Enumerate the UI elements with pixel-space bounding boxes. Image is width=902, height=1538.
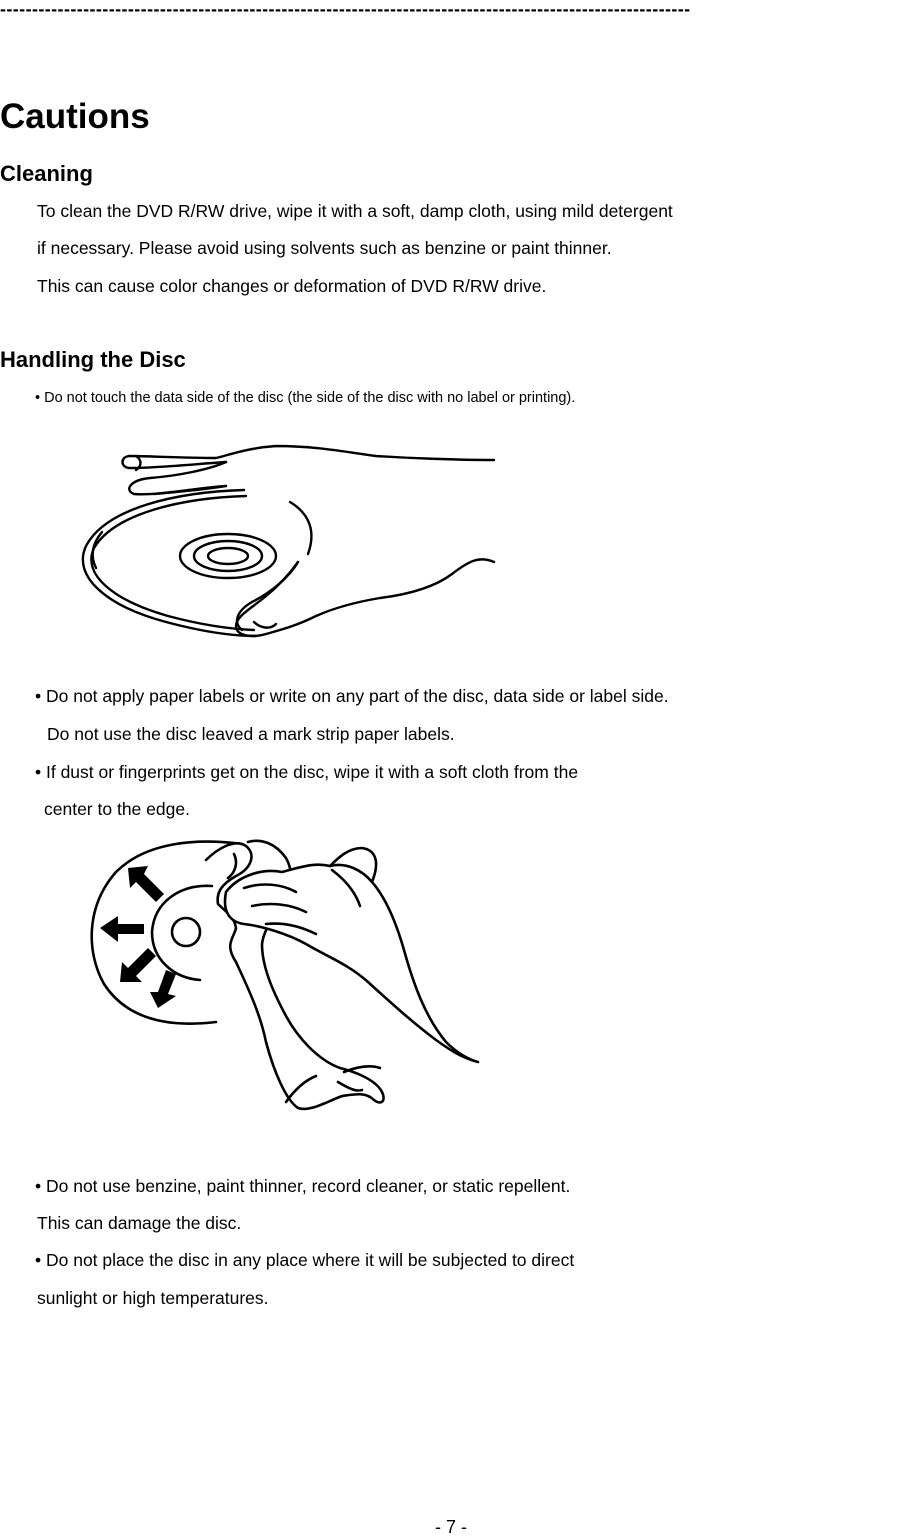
handling-line-mark-strip: Do not use the disc leaved a mark strip paper labels. [47,724,455,744]
disc-ring-mid [194,541,262,571]
handling-line-damage: This can damage the disc. [37,1213,242,1233]
cleaning-line-1: To clean the DVD R/RW drive, wipe it with a soft, damp cloth, using mild detergent [37,201,673,221]
page-number: - 7 - [434,1517,467,1537]
disc-center-hole [172,918,200,946]
handling-line-no-direct: • Do not place the disc in any place where it will be subjected to direct [35,1250,575,1270]
wipe-arrow-down [150,970,176,1008]
handling-line-no-labels: • Do not apply paper labels or write on any part of the disc, data side or label side. [35,686,669,706]
cleaning-line-2: if necessary. Please avoid using solvents such as benzine or paint thinner. [37,238,612,258]
cleaning-line-3: This can cause color changes or deformation of DVD R/RW drive. [37,276,547,296]
disc-hub-ring [152,886,212,980]
section-heading-handling: Handling the Disc [0,347,186,372]
wipe-arrow-down-left [120,948,156,982]
hand-holding-disc-illustration [76,436,506,668]
page-title: Cautions [0,97,150,136]
header-dashed-rule: ------------------------------------------------------------------------------------------------------------ [0,0,691,18]
handling-line-no-benzine: • Do not use benzine, paint thinner, record cleaner, or static repellent. [35,1176,571,1196]
wiping-disc-illustration [86,832,486,1114]
handling-note-data-side: • Do not touch the data side of the disc (the side of the disc with no label or printing). [35,390,576,406]
handling-line-sunlight: sunlight or high temperatures. [37,1288,269,1308]
section-heading-cleaning: Cleaning [0,161,93,186]
finger-index [123,446,495,468]
handling-line-center-edge: center to the edge. [44,799,190,819]
disc-ring-inner [208,548,248,564]
wipe-arrow-up-left [128,866,164,902]
wipe-arrow-left [100,916,144,942]
handling-line-dust: • If dust or fingerprints get on the disc, wipe it with a soft cloth from the [35,762,579,782]
